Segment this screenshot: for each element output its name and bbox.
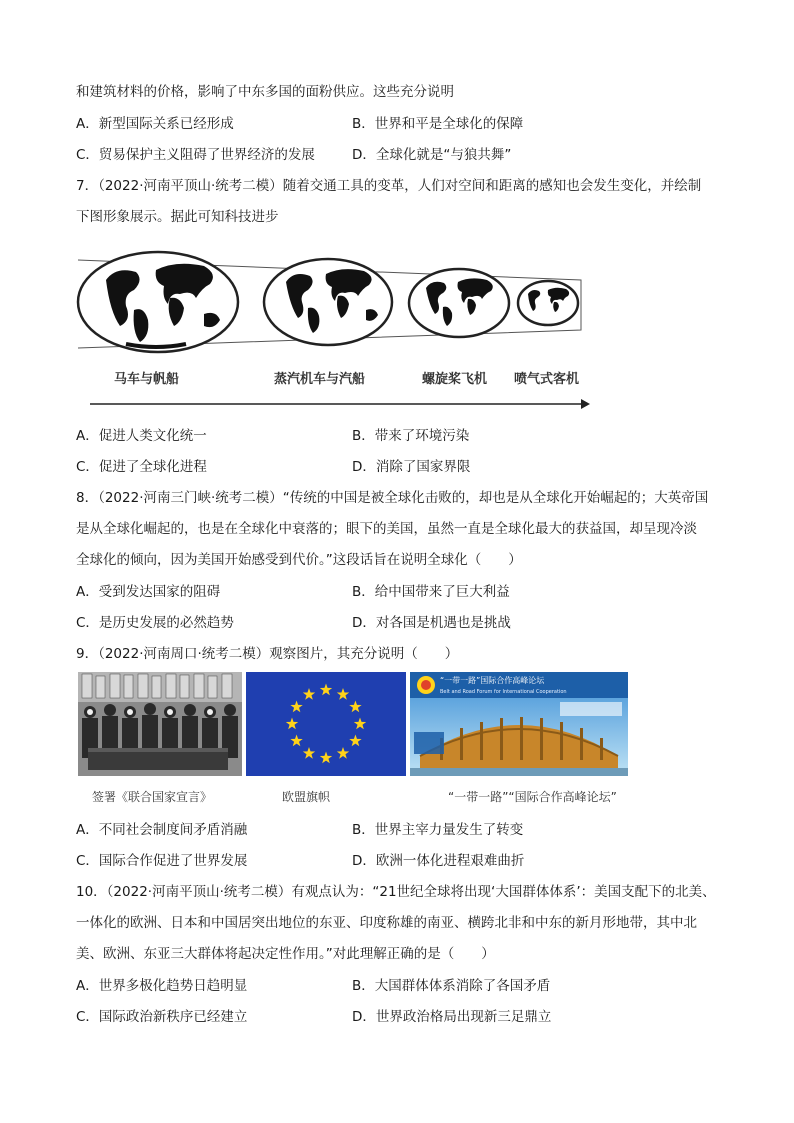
q9-option-b[interactable]: B．世界主宰力量发生了转变 <box>352 822 524 838</box>
caption-jet-airliner: 喷气式客机 <box>514 372 580 387</box>
caption-carriage-sailboat: 马车与帆船 <box>114 372 180 387</box>
eu-flag <box>246 672 406 776</box>
q9-option-c[interactable]: C．国际合作促进了世界发展 <box>76 853 248 869</box>
q10-option-b[interactable]: B．大国群体体系消除了各国矛盾 <box>352 978 551 994</box>
caption-eu-flag: 欧盟旗帜 <box>282 790 331 804</box>
forum-bridge-banner <box>410 672 628 776</box>
q10-option-d[interactable]: D．世界政治格局出现新三足鼎立 <box>352 1009 552 1025</box>
q7-option-a[interactable]: A．促进人类文化统一 <box>76 428 207 444</box>
q10-option-c[interactable]: C．国际政治新秩序已经建立 <box>76 1009 248 1025</box>
q10-stem-line1: 10．（2022·河南平顶山·统考二模）有观点认为：“21世纪全球将出现‘大国群体体系’：美国支配下的北美、 <box>76 884 716 900</box>
globe-icon <box>518 281 578 325</box>
q8-stem-line3: 全球化的倾向，因为美国开始感受到代价。”这段话旨在说明全球化（ ） <box>76 552 522 568</box>
q10-option-a[interactable]: A．世界多极化趋势日趋明显 <box>76 978 248 994</box>
q7-option-c[interactable]: C．促进了全球化进程 <box>76 459 207 475</box>
q8-option-b[interactable]: B．给中国带来了巨大利益 <box>352 584 510 600</box>
forum-banner-subtitle: Belt and Road Forum for International Cooperation <box>440 689 567 695</box>
signing-ceremony-photo <box>78 672 242 776</box>
q7-stem-line1: 7．（2022·河南平顶山·统考二模）随着交通工具的变革，人们对空间和距离的感知也会发生变化，并绘制 <box>76 178 702 194</box>
q6-stem: 和建筑材料的价格，影响了中东多国的面粉供应。这些充分说明 <box>76 84 454 100</box>
photo-un-declaration-signing <box>78 672 242 776</box>
eu-flag-image <box>246 672 406 776</box>
belt-and-road-forum-banner <box>410 672 628 776</box>
q8-option-a[interactable]: A．受到发达国家的阻碍 <box>76 584 221 600</box>
globe-icon <box>78 252 238 352</box>
q6-option-a[interactable]: A．新型国际关系已经形成 <box>76 116 234 132</box>
q7-option-d[interactable]: D．消除了国家界限 <box>352 459 471 475</box>
q6-option-d[interactable]: D．全球化就是“与狼共舞” <box>352 147 512 163</box>
q6-option-b[interactable]: B．世界和平是全球化的保障 <box>352 116 524 132</box>
q8-option-c[interactable]: C．是历史发展的必然趋势 <box>76 615 234 631</box>
q7-figure-shrinking-world <box>76 240 596 410</box>
q9-option-d[interactable]: D．欧洲一体化进程艰难曲折 <box>352 853 525 869</box>
q7-option-b[interactable]: B．带来了环境污染 <box>352 428 470 444</box>
caption-steam-train-ship: 蒸汽机车与汽船 <box>274 372 366 387</box>
caption-belt-road-forum: “一带一路”“国际合作高峰论坛” <box>448 790 617 804</box>
q8-stem-line1: 8．（2022·河南三门峡·统考二模）“传统的中国是被全球化击败的，却也是从全球化开始崛起的；大英帝国 <box>76 490 709 506</box>
q8-option-d[interactable]: D．对各国是机遇也是挑战 <box>352 615 511 631</box>
q7-stem-line2: 下图形象展示。据此可知科技进步 <box>76 209 279 225</box>
caption-un-declaration: 签署《联合国家宣言》 <box>92 790 213 804</box>
q10-stem-line2: 一体化的欧洲、日本和中国居突出地位的东亚、印度称雄的南亚、横跨北非和中东的新月形地带，其中北 <box>76 915 697 931</box>
q9-stem: 9．（2022·河南周口·统考二模）观察图片，其充分说明（ ） <box>76 646 459 662</box>
q9-option-a[interactable]: A．不同社会制度间矛盾消融 <box>76 822 248 838</box>
caption-propeller-plane: 螺旋桨飞机 <box>422 372 488 387</box>
globe-icon <box>409 269 509 337</box>
q6-option-c[interactable]: C．贸易保护主义阻碍了世界经济的发展 <box>76 147 315 163</box>
q10-stem-line3: 美、欧洲、东亚三大群体将起决定性作用。”对此理解正确的是（ ） <box>76 946 495 962</box>
forum-banner-title: “一带一路”国际合作高峰论坛 <box>440 676 545 685</box>
globe-icon <box>264 259 392 345</box>
q8-stem-line2: 是从全球化崛起的，也是在全球化中衰落的；眼下的美国，虽然一直是全球化最大的获益国，却呈现冷淡 <box>76 521 697 537</box>
